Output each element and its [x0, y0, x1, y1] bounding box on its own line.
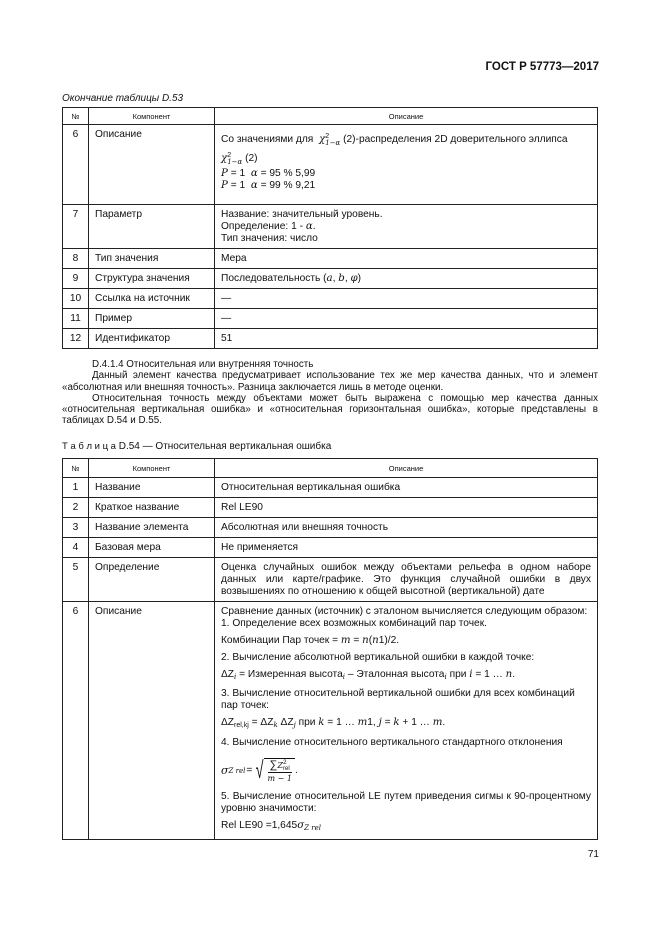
row-component: Описание: [89, 602, 215, 840]
row-num: 5: [63, 558, 89, 602]
formula-line: Комбинации Пар точек = m = n(n1)/2.: [221, 635, 400, 646]
col-header-description: Описание: [215, 108, 598, 125]
table-row: [63, 309, 598, 329]
table-row: [63, 558, 598, 602]
row-num: 4: [63, 538, 89, 558]
row-num: 10: [63, 289, 89, 309]
row-num: 8: [63, 249, 89, 269]
row-description: 51: [215, 329, 598, 349]
body-text: [62, 359, 598, 427]
formula-line: $\Delta Z_i$ = Измеренная высота$_i$ – Эталонная высота$_i$ при i = 1 … n.: [221, 669, 516, 681]
table-row: [63, 249, 598, 269]
table-caption: Т а б л и ц а D.54 — Относительная вертикальная ошибка: [62, 441, 332, 452]
row-component: Определение: [89, 558, 215, 602]
row-description: Оценка случайных ошибок между объектами рельефа в одном наборе данных или карте/графике. Это функция случайной ошибки в двух возвышениях по отношению к общей высотной (вертикальной) дате: [215, 558, 598, 602]
row-num: 9: [63, 269, 89, 289]
formula-line: Со значениями для χ2 1−α (2)-распределения 2D доверительного эллипса: [221, 133, 568, 147]
row-description: Сравнение данных (источник) с эталоном вычисляется следующим образом: 1. Определение всех возможных комбинаций пар точек. Комбинации Пар точек = m = n(n1)/2. 2. Вычисление абсолютной вертикальной ошибки в каждой точке: $\Delta Z_i$ = Измеренная высота$_i$ – Эталонная высота$_i$ при i = 1 … n. 3. Вычисление относительной вертикальной ошибки для всех комбинаций пар точек: $\Delta Z_{rel,kj} = \Delta Z_k$ $\Delta Z_j$ при k = 1 … m1, j = k + 1 … m. 4. Вычисление относительного вертикального стандартного отклонения σ Z rel = √ ∑Z2 rel m − 1 . 5. Вычисление относительной LE путем приведения сигмы к 90-процентному уровню значимости: Rel $LE90 =1,645\sigma_{Z rel}$: [215, 602, 598, 840]
row-component: Структура значения: [89, 269, 215, 289]
table-row: [63, 289, 598, 309]
row-component: Пример: [89, 309, 215, 329]
col-header-description: Описание: [215, 459, 598, 478]
formula-line: $\Delta Z_{rel,kj} = \Delta Z_k$ $\Delta Z_j$ при k = 1 … m1, j = k + 1 … m.: [221, 717, 446, 729]
row-component: Тип значения: [89, 249, 215, 269]
value-line: P = 1 α = 95 % 5,99: [221, 168, 316, 179]
col-header-num: №: [63, 459, 89, 478]
row-num: 11: [63, 309, 89, 329]
row-description: Относительная вертикальная ошибка: [215, 478, 598, 498]
sigma-formula: σ Z rel = √ ∑Z2 rel m − 1 .: [221, 757, 298, 784]
value-line: P = 1 α = 99 % 9,21: [221, 180, 316, 191]
section-heading: D.4.1.4 Относительная или внутренняя точность: [92, 359, 314, 370]
table-row: [63, 329, 598, 349]
paragraph: Относительная точность между объектами может быть выражена с помощью мер качества данных «относительная вертикальная ошибка» и «относительная горизонтальная ошибка», которые представлены в таблицах D.54 и D.55.: [62, 392, 598, 427]
row-num: 1: [63, 478, 89, 498]
row-component: Название: [89, 478, 215, 498]
table-row: [63, 538, 598, 558]
row-description: Мера: [215, 249, 598, 269]
row-num: 2: [63, 498, 89, 518]
row-num: 3: [63, 518, 89, 538]
formula-line: χ2 1−α (2): [221, 152, 258, 166]
row-component: Ссылка на источник: [89, 289, 215, 309]
table-row: [63, 205, 598, 249]
table-row: [63, 498, 598, 518]
row-description: Название: значительный уровень. Определение: 1 - α. Тип значения: число: [215, 205, 598, 249]
table-d54: [62, 458, 598, 840]
table-row: [63, 125, 598, 205]
fraction: ∑Z2 rel m − 1: [264, 758, 294, 784]
row-description: —: [215, 309, 598, 329]
table-d53: [62, 107, 598, 349]
row-component: Параметр: [89, 205, 215, 249]
row-component: Краткое название: [89, 498, 215, 518]
row-component: Идентификатор: [89, 329, 215, 349]
row-description: Последовательность (a, b, φ): [215, 269, 598, 289]
row-description: Абсолютная или внешняя точность: [215, 518, 598, 538]
paragraph: Данный элемент качества предусматривает использование тех же мер качества данных, что и элемент «абсолютная или внешняя точность». Разница заключается лишь в методе оценки.: [62, 370, 598, 393]
page-number: 71: [587, 849, 599, 860]
table-row: [63, 478, 598, 498]
row-component: Базовая мера: [89, 538, 215, 558]
table-row: [63, 602, 598, 840]
table-row: [63, 269, 598, 289]
row-description: Rel LE90: [215, 498, 598, 518]
col-header-component: Компонент: [89, 108, 215, 125]
document-header: ГОСТ Р 57773—2017: [485, 61, 599, 73]
row-num: 6: [63, 602, 89, 840]
row-component: Описание: [89, 125, 215, 205]
row-component: Название элемента: [89, 518, 215, 538]
row-description: [215, 125, 598, 205]
row-description: —: [215, 289, 598, 309]
col-header-num: №: [63, 108, 89, 125]
table-caption: Окончание таблицы D.53: [62, 93, 184, 104]
row-num: 12: [63, 329, 89, 349]
row-description: Не применяется: [215, 538, 598, 558]
col-header-component: Компонент: [89, 459, 215, 478]
row-num: 6: [63, 125, 89, 205]
table-row: [63, 518, 598, 538]
radical-icon: √: [255, 757, 264, 784]
formula-line: Rel $LE90 =1,645\sigma_{Z rel}$: [221, 820, 321, 832]
row-num: 7: [63, 205, 89, 249]
